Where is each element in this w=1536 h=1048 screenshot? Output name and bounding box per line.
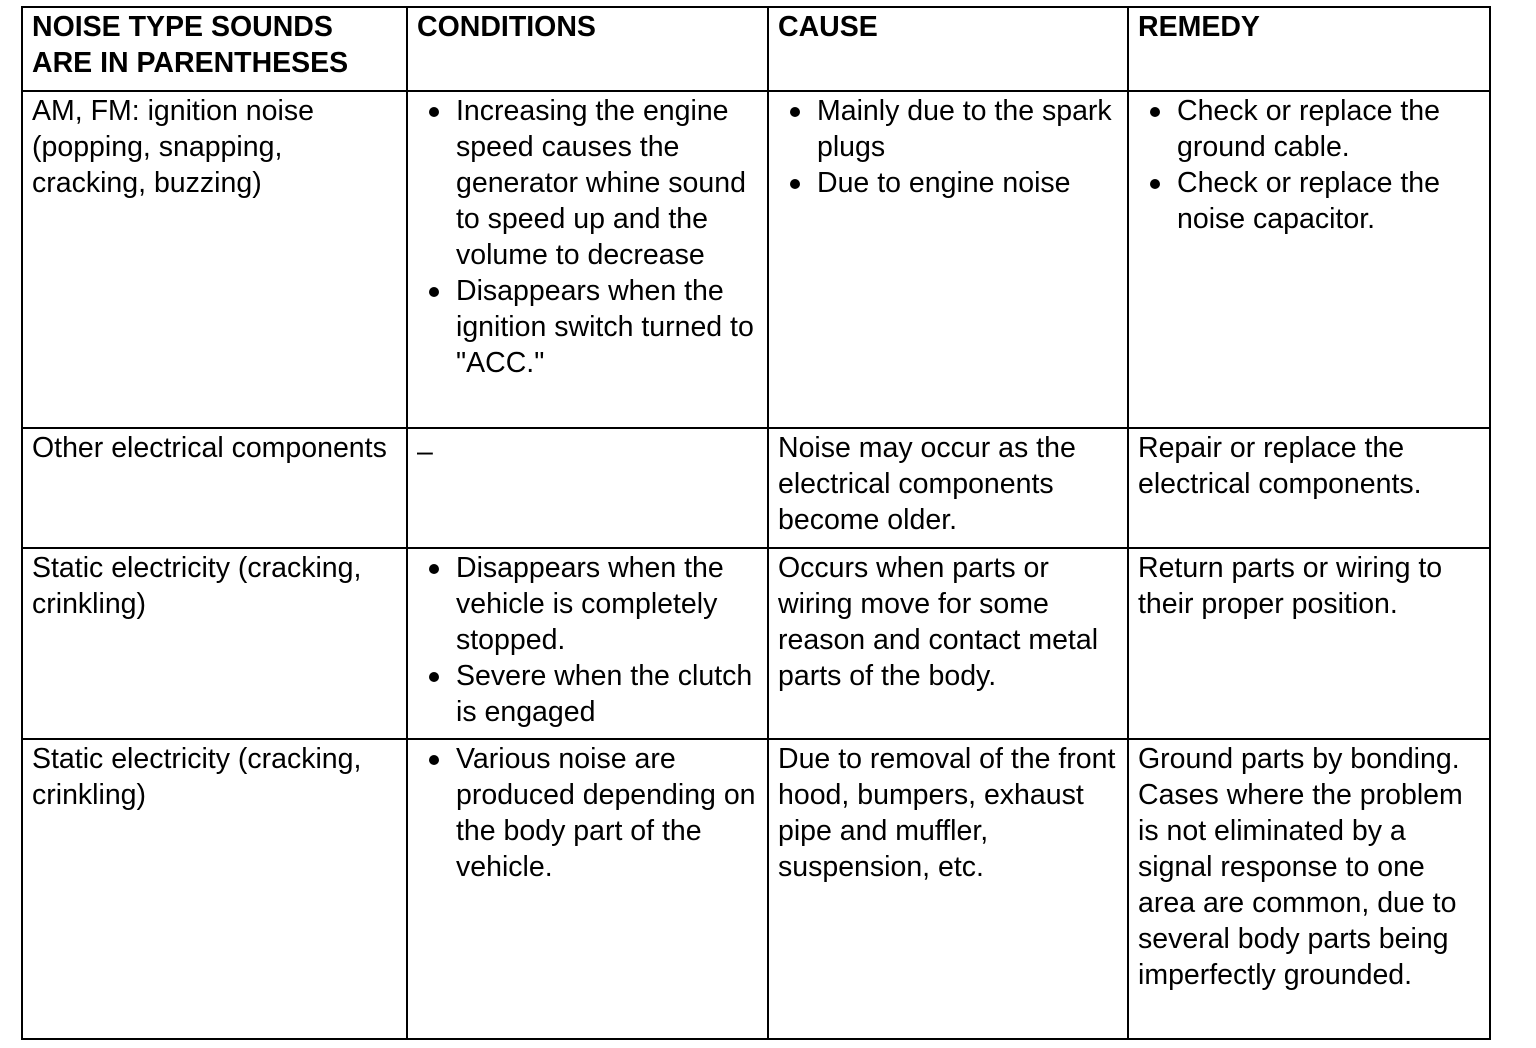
cause-cell: Noise may occur as the electrical components become older. (768, 428, 1128, 548)
remedy-cell: Return parts or wiring to their proper position. (1128, 548, 1490, 739)
conditions-cell (407, 739, 768, 1039)
header-cause: CAUSE (768, 7, 1128, 91)
list-item: Mainly due to the spark plugs (778, 93, 1119, 165)
conditions-list (417, 93, 759, 381)
noise-type-cell: Static electricity (cracking, crinkling) (22, 739, 407, 1039)
list-item: Disappears when the vehicle is completely stopped. (417, 550, 759, 658)
remedy-cell: Ground parts by bonding. Cases where the problem is not eliminated by a signal response to one area are common, due to several body parts being imperfectly grounded. (1128, 739, 1490, 1039)
list-item: Increasing the engine speed causes the generator whine sound to speed up and the volume to decrease (417, 93, 759, 273)
cause-cell: Due to removal of the front hood, bumpers, exhaust pipe and muffler, suspension, etc. (768, 739, 1128, 1039)
cause-list (778, 93, 1119, 201)
remedy-cell (1128, 91, 1490, 428)
conditions-cell (407, 548, 768, 739)
cause-cell (768, 91, 1128, 428)
table-row (22, 548, 1490, 739)
list-item: Severe when the clutch is engaged (417, 658, 759, 730)
cause-cell: Occurs when parts or wiring move for some reason and contact metal parts of the body. (768, 548, 1128, 739)
header-conditions: CONDITIONS (407, 7, 768, 91)
list-item: Check or replace the ground cable. (1138, 93, 1481, 165)
remedy-list (1138, 93, 1481, 237)
header-noise-type: NOISE TYPE SOUNDS ARE IN PARENTHESES (22, 7, 407, 91)
conditions-cell (407, 428, 768, 548)
table-row (22, 739, 1490, 1039)
noise-type-cell: Static electricity (cracking, crinkling) (22, 548, 407, 739)
list-item: Due to engine noise (778, 165, 1119, 201)
table-row (22, 428, 1490, 548)
table-header-row (22, 7, 1490, 91)
conditions-cell (407, 91, 768, 428)
table-row (22, 91, 1490, 428)
noise-type-cell: Other electrical components (22, 428, 407, 548)
list-item: Various noise are produced depending on the body part of the vehicle. (417, 741, 759, 885)
list-item: Check or replace the noise capacitor. (1138, 165, 1481, 237)
header-remedy: REMEDY (1128, 7, 1490, 91)
noise-type-cell: AM, FM: ignition noise (popping, snapping, cracking, buzzing) (22, 91, 407, 428)
noise-troubleshooting-table (21, 6, 1491, 1040)
conditions-list (417, 550, 759, 730)
remedy-cell: Repair or replace the electrical components. (1128, 428, 1490, 548)
empty-dash: – (417, 436, 433, 468)
conditions-list (417, 741, 759, 885)
list-item: Disappears when the ignition switch turned to "ACC." (417, 273, 759, 381)
